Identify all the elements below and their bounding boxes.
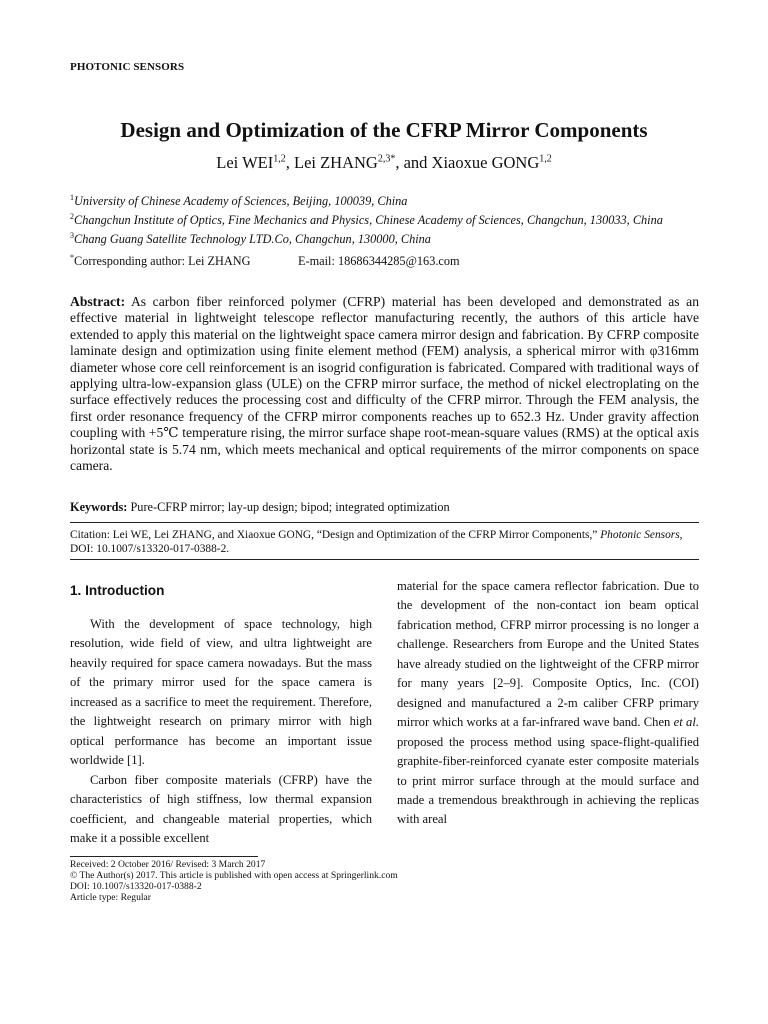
author-affiliation-mark: 1,2	[273, 153, 286, 165]
author-name: Lei ZHANG	[293, 153, 378, 172]
citation-bottom-rule	[70, 559, 699, 560]
keywords-text: Pure-CFRP mirror; lay-up design; bipod; integrated optimization	[130, 500, 450, 514]
keywords-label: Keywords:	[70, 500, 128, 514]
footnote-doi: DOI: 10.1007/s13320-017-0388-2	[70, 880, 202, 892]
abstract-text: As carbon fiber reinforced polymer (CFRP) material has been developed and demonstrated as an effective material in lightweight telescope reflector manufacturing recently, the authors of this article have extended to apply this material on the lightweight space camera mirror design and fabrication. By CFRP composite laminate design and optimization using finite element method (FEM) analysis, a spherical mirror with φ316mm diameter whose core cell reinforcement is an isogrid configuration is fabricated. Compared with traditional ways of applying ultra-low-expansion glass (ULE) on the CFRP mirror surface, the method of nickel electroplating on the surface effectively reduces the processing cost and difficulty of the CFRP mirror. Through the FEM analysis, the first order resonance frequency of the CFRP mirror components reaches up to 652.3 Hz. Under gravity affection coupling with +5℃ temperature rising, the mirror surface shape root-mean-square values (RMS) at the optical axis horizontal state is 5.74 nm, which meets mechanical and optical requirements of the mirror components on space camera.	[70, 294, 699, 474]
article-type: Article type: Regular	[70, 891, 151, 903]
footnote-rule	[70, 856, 258, 857]
copyright-notice: © The Author(s) 2017. This article is published with open access at Springerlink.com	[70, 869, 398, 881]
author-separator: , and	[395, 153, 432, 172]
affiliation-mark: 2	[70, 211, 74, 221]
affiliation	[70, 213, 663, 228]
et-al: et al.	[673, 715, 699, 730]
author-name: Xiaoxue GONG	[431, 153, 540, 172]
citation	[70, 528, 700, 556]
section-heading: 1. Introduction	[70, 583, 165, 598]
citation-doi: , DOI: 10.1007/s13320-017-0388-2.	[70, 529, 683, 555]
author-list	[0, 153, 768, 173]
paragraph: Carbon fiber composite materials (CFRP) have the characteristics of high stiffness, low thermal expansion coefficient, and changeable material properties, which make it a possible excellent	[70, 772, 372, 845]
paragraph-text: proposed the process method using space-flight-qualified graphite-fiber-reinforced cyanate ester composite materials to print mirror surface through at the mould surface and made a tremendous breakthrough in achieving the replicas with areal	[397, 734, 699, 827]
affiliation-text: University of Chinese Academy of Sciences, Beijing, 100039, China	[74, 194, 408, 208]
author-affiliation-mark: 1,2	[539, 153, 552, 165]
author-name: Lei WEI	[216, 153, 274, 172]
affiliation	[70, 194, 407, 209]
keywords	[70, 500, 450, 515]
affiliation-mark: 3	[70, 230, 74, 240]
citation-text: Citation: Lei WE, Lei ZHANG, and Xiaoxue GONG, “Design and Optimization of the CFRP Mirror Components,”	[70, 529, 601, 541]
paragraph: With the development of space technology, high resolution, wide field of view, and ultra lightweight are heavily required for space camera nowadays. But the mass of the primary mirror used for the space camera is increased as a sacrifice to meet the requirement. Therefore, the lightweight research on primary mirror with high optical performance has become an important issue worldwide [1].	[70, 617, 372, 768]
affiliation-text: Chang Guang Satellite Technology LTD.Co, Changchun, 130000, China	[74, 232, 431, 246]
corresponding-email[interactable]: E-mail: 18686344285@163.com	[298, 254, 460, 268]
author-affiliation-mark: 2,3*	[377, 153, 396, 165]
footnote	[70, 860, 398, 904]
abstract-label: Abstract:	[70, 294, 126, 309]
paper-title: Design and Optimization of the CFRP Mirror Components	[120, 118, 648, 142]
journal-name: PHOTONIC SENSORS	[70, 61, 185, 73]
corresponding-mark: *	[70, 252, 74, 262]
affiliation	[70, 232, 431, 247]
paragraph-text: material for the space camera reflector fabrication. Due to the development of the non-contact ion beam optical fabrication method, CFRP mirror processing is no longer a challenge. Researchers from Europe and the United States have already studied on the lightweight of the CFRP mirror for many years [2–9]. Composite Optics, Inc. (COI) designed and manufactured a 2-m caliber CFRP primary mirror which works at a far-infrared wave band. Chen	[397, 579, 699, 730]
affiliation-text: Changchun Institute of Optics, Fine Mechanics and Physics, Chinese Academy of Sciences, Changchun, 130033, China	[74, 213, 663, 227]
abstract	[70, 294, 699, 474]
right-column	[397, 577, 699, 830]
citation-top-rule	[70, 522, 699, 523]
paragraph	[397, 577, 699, 830]
corresponding-author-text: Corresponding author: Lei ZHANG	[74, 254, 251, 268]
corresponding-author	[70, 252, 460, 269]
received-dates: Received: 2 October 2016/ Revised: 3 March 2017	[70, 859, 266, 870]
left-column	[70, 596, 372, 848]
affiliation-mark: 1	[70, 192, 74, 202]
citation-journal: Photonic Sensors	[600, 529, 680, 541]
author-separator: ,	[285, 153, 294, 172]
